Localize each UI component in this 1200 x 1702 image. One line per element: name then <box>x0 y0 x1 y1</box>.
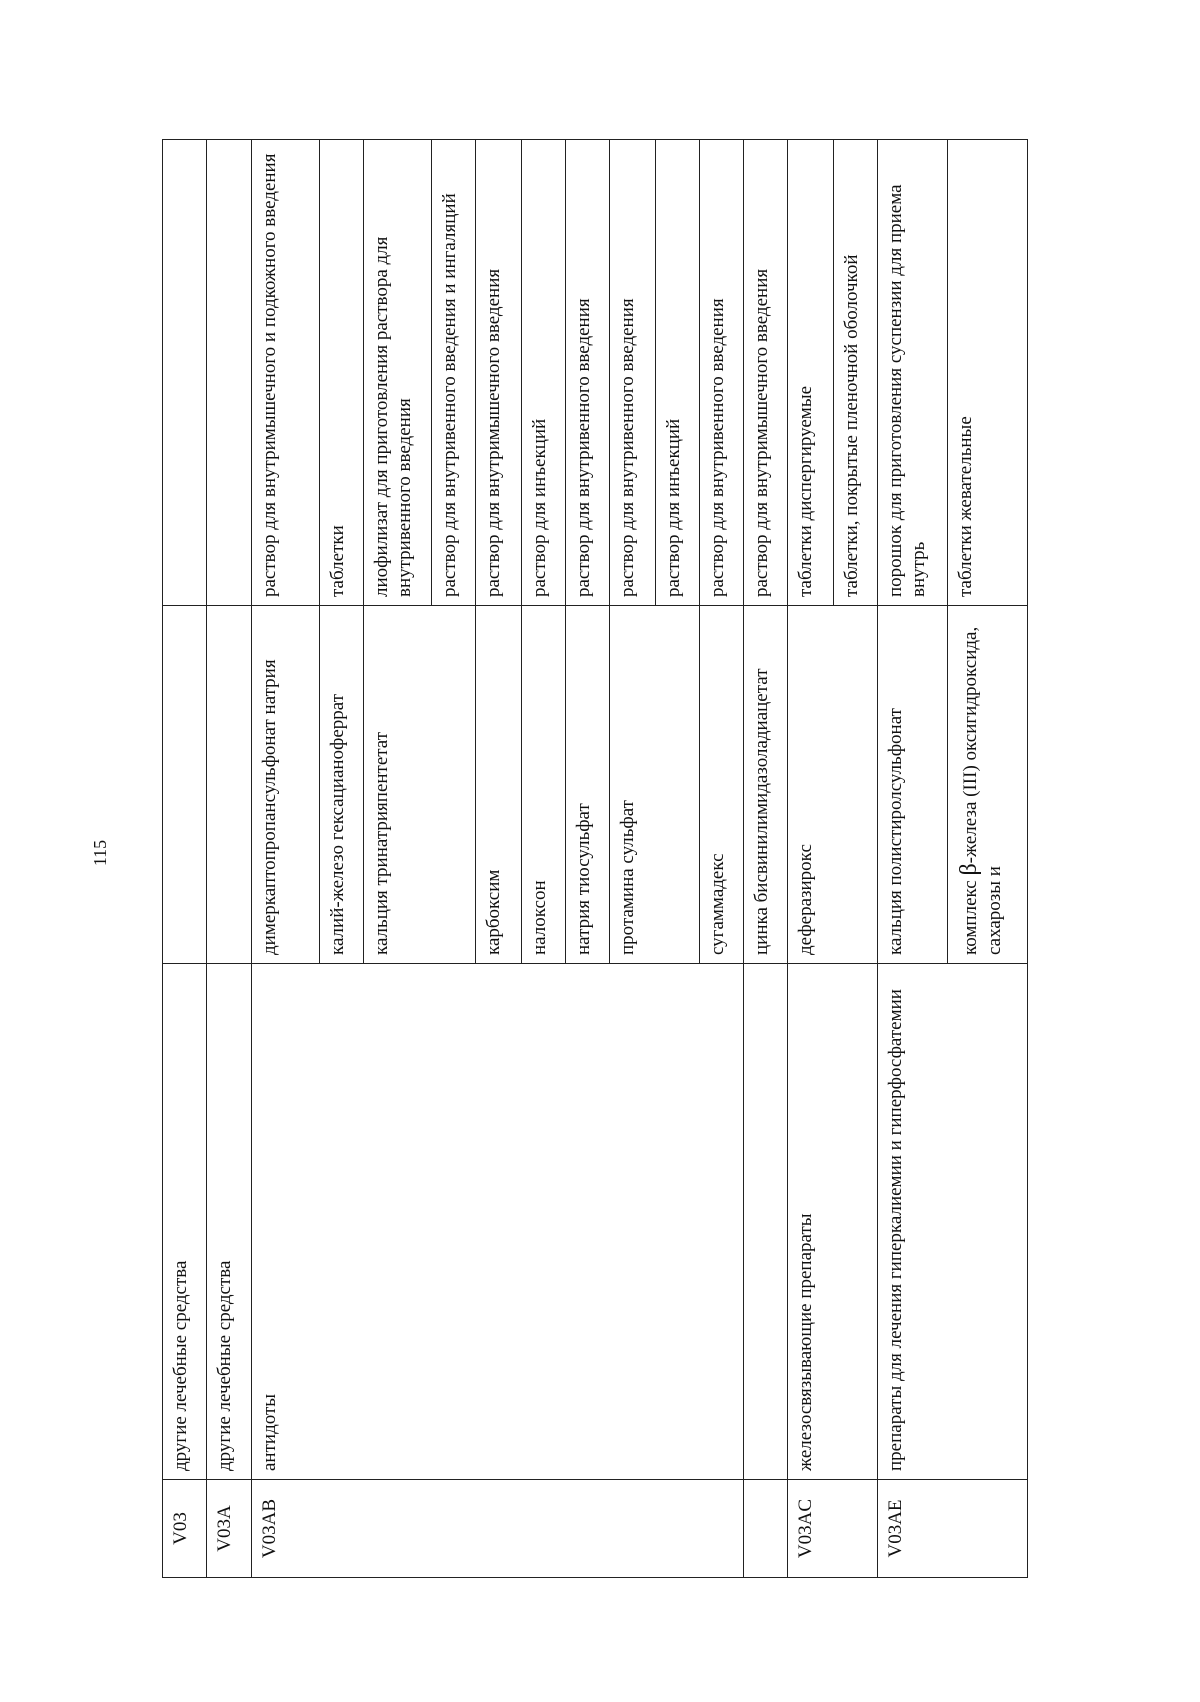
atc-code: V03AE <box>878 1480 1028 1578</box>
dosage-form: таблетки, покрытые пленочной оболочкой <box>834 140 878 606</box>
group-name: другие лечебные средства <box>163 964 207 1480</box>
table-row <box>252 140 320 1578</box>
drug-name: цинка бисвинилимидазоладиацетат <box>744 606 788 964</box>
drug-name: калий-железо гексацианоферрат <box>320 606 364 964</box>
dosage-form: таблетки жевательные <box>948 140 1028 606</box>
atc-code: V03AC <box>788 1480 878 1578</box>
dosage-form: раствор для внутривенного введения и ингаляций <box>432 140 476 606</box>
drug-name <box>207 606 252 964</box>
drug-name <box>163 606 207 964</box>
dosage-form: порошок для приготовления суспензии для приема внутрь <box>878 140 948 606</box>
group-name: железосвязывающие препараты <box>788 964 878 1480</box>
group-name: препараты для лечения гиперкалиемии и гиперфосфатемии <box>878 964 1028 1480</box>
drug-name <box>948 606 1028 964</box>
drug-name: кальция полистиролсульфонат <box>878 606 948 964</box>
drug-name: протамина сульфат <box>610 606 700 964</box>
dosage-form: раствор для внутримышечного введения <box>476 140 522 606</box>
page-number: 115 <box>90 839 110 867</box>
dosage-form: лиофилизат для приготовления раствора для внутривенного введения <box>364 140 432 606</box>
drug-name: кальция тринатрияпентетат <box>364 606 476 964</box>
drug-table <box>162 139 1028 1578</box>
table-row <box>744 140 788 1578</box>
drug-name-prefix: комплекс <box>960 880 981 955</box>
drug-name: карбоксим <box>476 606 522 964</box>
atc-code: V03AB <box>252 1480 744 1578</box>
dosage-form: раствор для внутривенного введения <box>566 140 610 606</box>
rotated-table-wrapper <box>162 140 1136 1578</box>
drug-name: деферазирокс <box>788 606 878 964</box>
atc-code: V03 <box>163 1480 207 1578</box>
atc-code: V03A <box>207 1480 252 1578</box>
group-name: антидоты <box>252 964 744 1480</box>
table-row <box>878 140 948 1578</box>
group-name: другие лечебные средства <box>207 964 252 1480</box>
drug-name: налоксон <box>522 606 566 964</box>
drug-name: натрия тиосульфат <box>566 606 610 964</box>
group-name <box>744 964 788 1480</box>
dosage-form: таблетки диспергируемые <box>788 140 834 606</box>
dosage-form: раствор для внутривенного введения <box>700 140 744 606</box>
dosage-form <box>163 140 207 606</box>
table-row <box>207 140 252 1578</box>
dosage-form: раствор для инъекций <box>656 140 700 606</box>
dosage-form: раствор для инъекций <box>522 140 566 606</box>
drug-name: димеркаптопропансульфонат натрия <box>252 606 320 964</box>
atc-code <box>744 1480 788 1578</box>
beta-symbol: β <box>956 863 982 876</box>
dosage-form: раствор для внутривенного введения <box>610 140 656 606</box>
table-row <box>788 140 834 1578</box>
table-row <box>163 140 207 1578</box>
dosage-form: таблетки <box>320 140 364 606</box>
dosage-form: раствор для внутримышечного и подкожного введения <box>252 140 320 606</box>
dosage-form: раствор для внутримышечного введения <box>744 140 788 606</box>
dosage-form <box>207 140 252 606</box>
drug-name-suffix: -железа (III) оксигидроксида, сахарозы и <box>960 626 1005 955</box>
drug-name: сугаммадекс <box>700 606 744 964</box>
